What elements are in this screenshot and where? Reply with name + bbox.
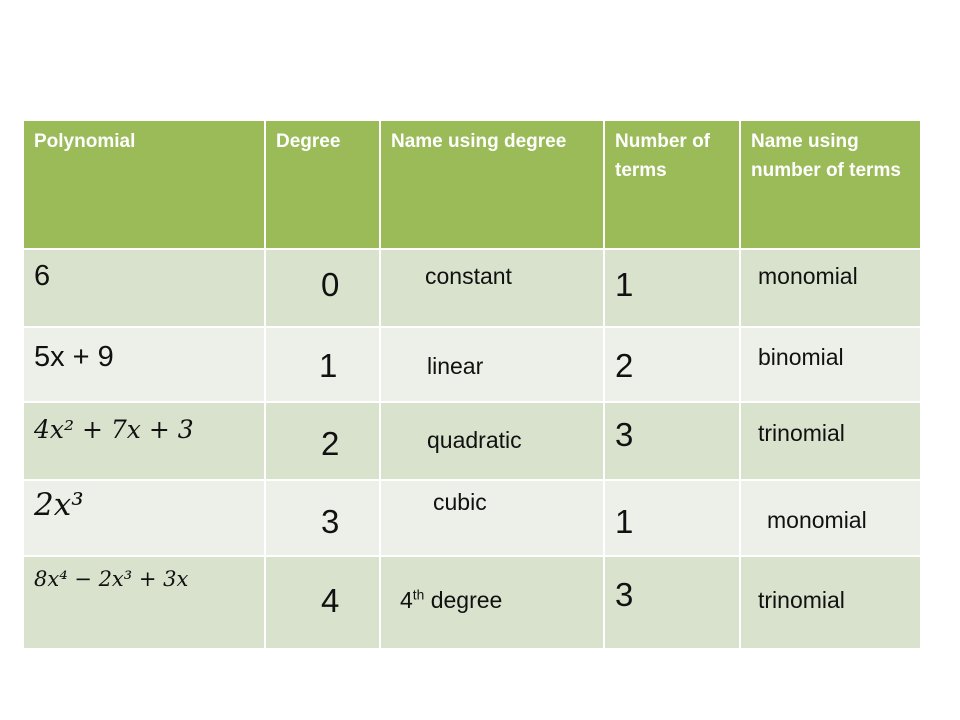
degree-cell: 1	[319, 347, 338, 384]
terms-cell: 3	[615, 416, 634, 453]
table-row	[24, 328, 264, 401]
degree-cell: 4	[321, 582, 340, 619]
terms-cell: 1	[615, 266, 634, 303]
terms-name-cell: monomial	[767, 507, 867, 533]
table-row	[24, 557, 264, 648]
header-degree: Degree	[266, 121, 379, 248]
degree-name-cell: quadratic	[427, 427, 522, 453]
degree-name-cell: constant	[425, 263, 512, 289]
terms-cell: 2	[615, 347, 634, 384]
header-number-of-terms: Number of terms	[605, 121, 739, 248]
degree-cell: 0	[321, 266, 340, 303]
polynomial-cell: 6	[34, 260, 51, 292]
header-name-using-number-of-terms: Name using number of terms	[741, 121, 920, 248]
table-row	[24, 250, 264, 326]
degree-cell: 3	[321, 503, 340, 540]
header-polynomial: Polynomial	[24, 121, 264, 248]
polynomial-table	[24, 121, 912, 638]
polynomial-cell: 4x² + 7x + 3	[34, 415, 194, 444]
terms-name-cell: trinomial	[758, 587, 845, 613]
degree-name-cell: 4th degree	[400, 587, 503, 613]
header-name-using-degree: Name using degree	[381, 121, 603, 248]
table-row	[24, 403, 264, 479]
degree-name-cell: linear	[427, 353, 484, 379]
table-row	[24, 481, 264, 555]
polynomial-cell: 5x + 9	[34, 341, 114, 373]
terms-name-cell: binomial	[758, 344, 844, 370]
terms-name-cell: monomial	[758, 263, 858, 289]
degree-cell: 2	[321, 425, 340, 462]
polynomial-cell: 2x³	[34, 487, 84, 523]
polynomial-cell: 8x⁴ − 2x³ + 3x	[34, 567, 189, 591]
degree-name-cell: cubic	[433, 489, 487, 515]
terms-cell: 3	[615, 576, 634, 613]
terms-name-cell: trinomial	[758, 420, 845, 446]
terms-cell: 1	[615, 503, 634, 540]
